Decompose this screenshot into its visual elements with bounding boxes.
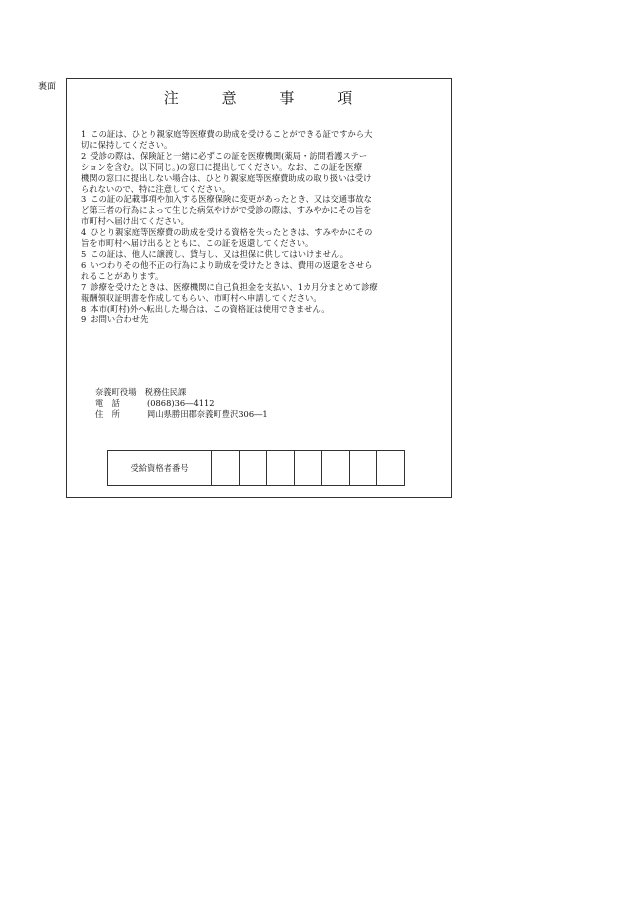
- note-text: この証の記載事項や加入する医療保険に変更があったとき、又は交通事故な: [90, 194, 372, 205]
- notice-card: [66, 78, 452, 498]
- note-line: [81, 194, 439, 205]
- notice-title: [67, 89, 451, 107]
- note-line: [81, 184, 439, 195]
- recipient-number-cell: [377, 451, 404, 485]
- note-text: ひとり親家庭等医療費の助成を受ける資格を失ったときは、すみやかにその: [90, 227, 373, 238]
- note-number: 4: [81, 227, 87, 238]
- note-text: 受診の際は、保険証と一緒に必ずこの証を医療機関(薬局・訪問看護ステー: [90, 150, 368, 161]
- note-text: いつわりその他不正の行為により助成を受けたときは、費用の返還をさせら: [90, 259, 373, 270]
- note-number: 9: [81, 314, 87, 325]
- back-side-label: 裏面: [38, 82, 57, 92]
- recipient-number-cell: [212, 451, 240, 485]
- recipient-number-cell: [322, 451, 350, 485]
- note-line: [81, 151, 439, 162]
- note-text: 切に保持してください。: [81, 139, 173, 150]
- phone-label: 電 話: [95, 397, 120, 408]
- note-text: れることがあります。: [81, 270, 164, 281]
- note-number: 6: [81, 259, 87, 270]
- recipient-number-label: 受給資格者番号: [108, 451, 212, 485]
- contact-office: 奈義町役場 税務住民課: [95, 387, 187, 397]
- note-text: 本市(町村)外へ転出した場合は、この資格証は使用できません。: [90, 303, 330, 314]
- title-char: 意: [221, 89, 239, 107]
- contact-phone-row: [95, 398, 268, 409]
- note-text: 機関の窓口に提出しない場合は、ひとり親家庭等医療費助成の取り扱いは受け: [81, 172, 372, 183]
- note-text: 市町村へ届け出てください。: [81, 216, 189, 227]
- contact-address-row: [95, 409, 268, 420]
- note-number: 7: [81, 281, 87, 292]
- note-number: 2: [81, 150, 87, 161]
- note-number: 5: [81, 248, 87, 259]
- recipient-number-cell: [267, 451, 295, 485]
- note-line: [81, 282, 439, 293]
- note-text: この証は、他人に譲渡し、貸与し、又は担保に供してはいけません。: [90, 248, 348, 259]
- note-text: ションを含む。以下同じ。)の窓口に提出してください。なお、この証を医療: [81, 161, 363, 172]
- note-line: [81, 216, 439, 227]
- recipient-number-box: [107, 450, 405, 486]
- note-text: られないので、特に注意してください。: [81, 183, 231, 194]
- recipient-number-cell: [350, 451, 378, 485]
- note-line: [81, 271, 439, 282]
- note-text: ど第三者の行為によって生じた病気やけがで受診の際は、すみやかにその旨を: [81, 205, 372, 216]
- note-text: お問い合わせ先: [90, 314, 149, 325]
- contact-office-row: [95, 387, 268, 398]
- address-value: 岡山県勝田郡奈義町豊沢306―1: [147, 408, 268, 419]
- note-text: 診療を受けたときは、医療機関に自己負担金を支払い、1カ月分まとめて診療: [90, 281, 378, 292]
- note-line: [81, 293, 439, 304]
- note-number: 3: [81, 194, 87, 205]
- note-line: [81, 173, 439, 184]
- note-text: 報酬領収証明書を作成してもらい、市町村へ申請してください。: [81, 292, 322, 303]
- phone-number: (0868)36―4112: [147, 397, 215, 408]
- address-label: 住 所: [95, 408, 120, 419]
- note-line: [81, 314, 439, 325]
- note-line: [81, 238, 439, 249]
- note-line: [81, 260, 439, 271]
- note-line: [81, 162, 439, 173]
- note-line: [81, 129, 439, 140]
- note-text: 旨を市町村へ届け出るとともに、この証を返還してください。: [81, 238, 314, 249]
- note-number: 8: [81, 303, 87, 314]
- note-text: この証は、ひとり親家庭等医療費の助成を受けることができる証ですから大: [90, 129, 373, 139]
- recipient-number-cell: [240, 451, 268, 485]
- title-char: 項: [337, 89, 355, 107]
- note-line: [81, 304, 439, 315]
- note-line: [81, 249, 439, 260]
- note-line: [81, 205, 439, 216]
- note-number: 1: [81, 129, 87, 139]
- contact-info: [95, 387, 268, 420]
- note-line: [81, 140, 439, 151]
- note-line: [81, 227, 439, 238]
- title-char: 事: [279, 89, 297, 107]
- title-char: 注: [163, 89, 181, 107]
- recipient-number-cell: [295, 451, 323, 485]
- notes-list: [81, 129, 439, 325]
